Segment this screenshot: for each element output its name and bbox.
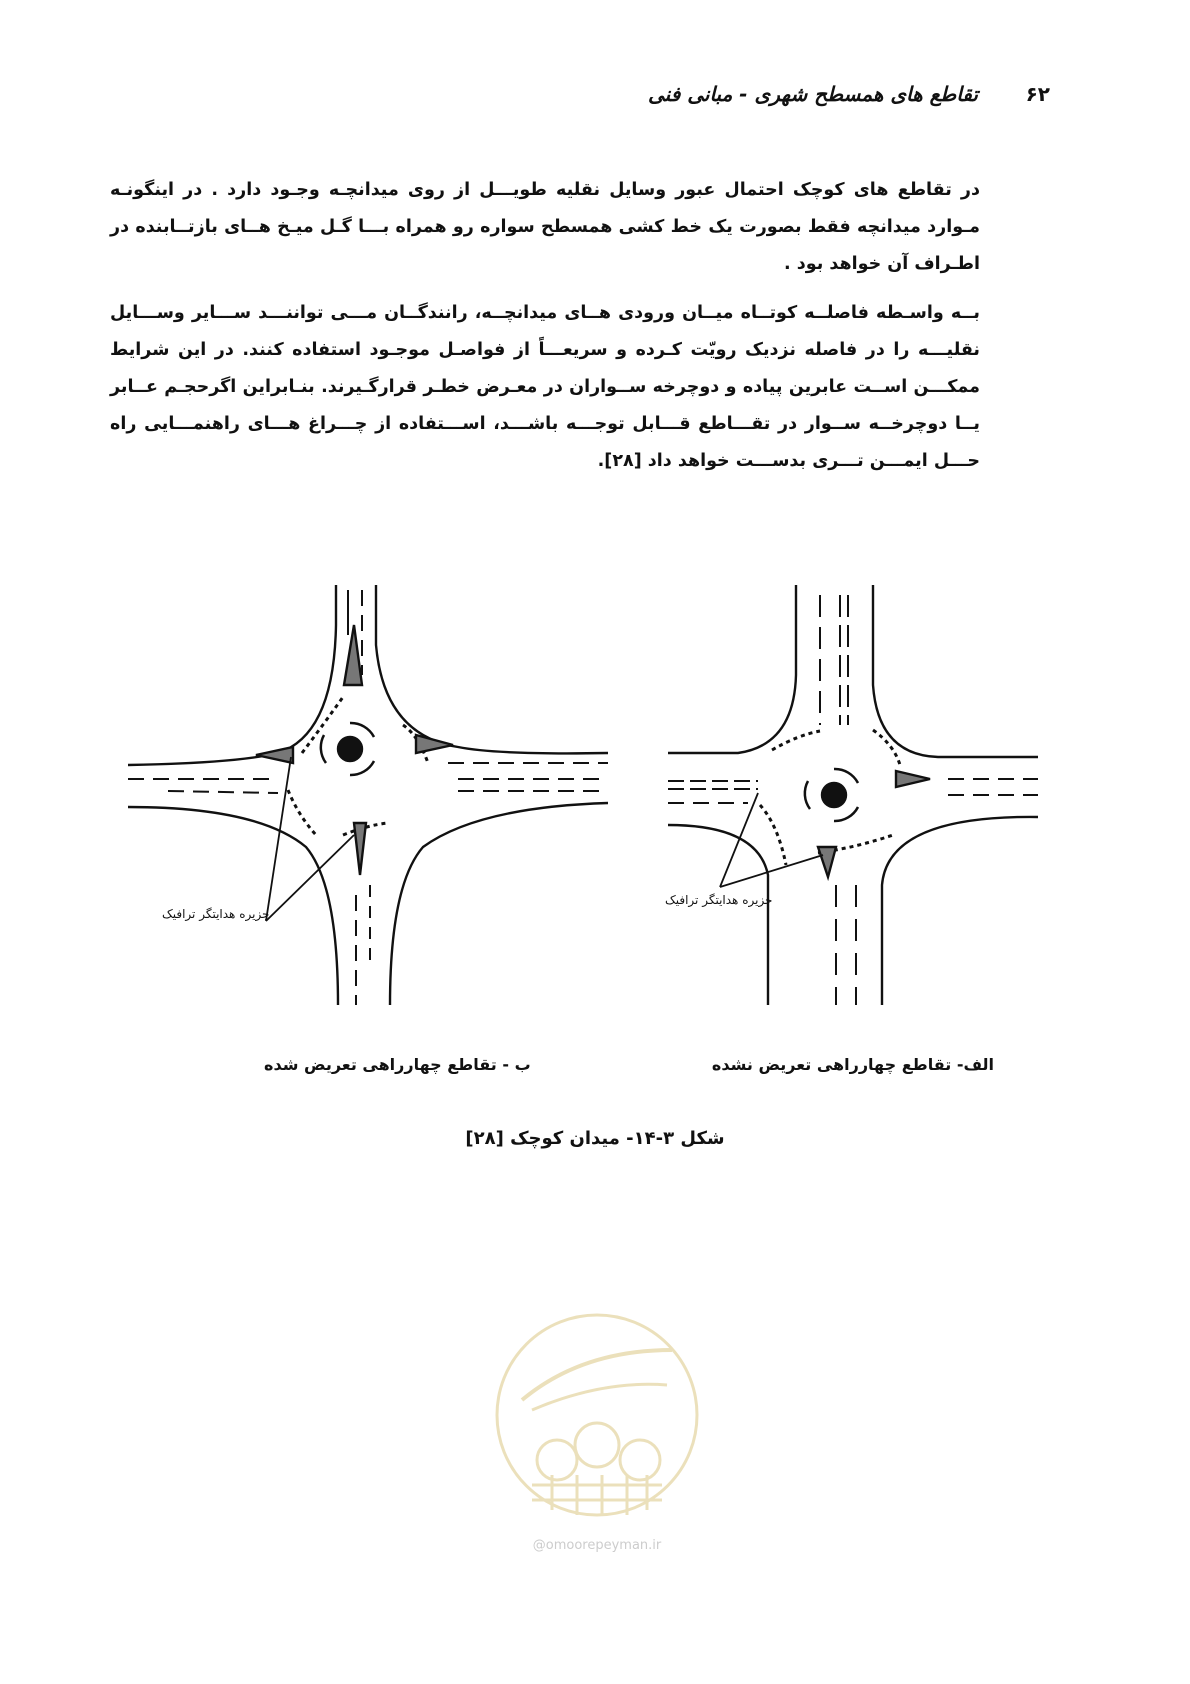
subcaption-b: ب - تقاطع چهارراهی تعریض شده bbox=[264, 1055, 531, 1074]
paragraph-1: در تقاطع های کوچک احتمال عبور وسایل نقلیه طویـــل از روی میدانچـه وجـود دارد . در اینگونـه مـوارد میدانچه فقط بصورت یک خط کشی همسطح سواره رو همراه بـــا گـل میـخ هــای بازتــابنده در اطـراف آن خواهد بود . bbox=[110, 180, 980, 274]
page-number: ۶۲ bbox=[1025, 82, 1050, 106]
body-text bbox=[110, 172, 980, 492]
diagram-non-widened-intersection bbox=[665, 585, 1038, 1005]
diagram-widened-intersection bbox=[128, 585, 608, 1005]
callout-label-a: جزیره هدایتگر ترافیک bbox=[665, 893, 773, 907]
running-title: تقاطع های همسطح شهری - مبانی فنی bbox=[648, 82, 978, 106]
figure-caption: شکل ۳-۱۴- میدان کوچک [۲۸] bbox=[465, 1128, 725, 1149]
callout-label-b: جزیره هدایتگر ترافیک bbox=[162, 907, 270, 921]
figure-area bbox=[0, 585, 1190, 1055]
watermark-logo bbox=[492, 1290, 702, 1570]
watermark-url: @omoorepeyman.ir bbox=[532, 1538, 662, 1553]
subcaption-a: الف- تقاطع چهارراهی تعریض نشده bbox=[711, 1055, 994, 1074]
page-header bbox=[140, 82, 1050, 122]
paragraph-2: بــه واسـطه فاصلــه کوتــاه میــان ورودی هــای میدانچــه، رانندگــان مـــی تواننـــد ســـایر وســـایل نقلیـــه را در فاصله نزدیک رویّت کـرده و سریعـــاً از فواصـل موجـود استفاده کنند. در این شرایط ممکـــن اســت عابرین پیاده و دوچرخه ســواران در معـرض خطـر قرارگـیرند. بنـابراین اگرحجـم عــابر یــا دوچرخــه ســوار در تقـــاطع قـــابل توجـــه باشـــد، اســـتفاده از چـــراغ هـــای راهنمـــایی راه حـــل ایمـــن تـــری بدســـت خواهد داد [۲۸]. bbox=[110, 303, 980, 471]
